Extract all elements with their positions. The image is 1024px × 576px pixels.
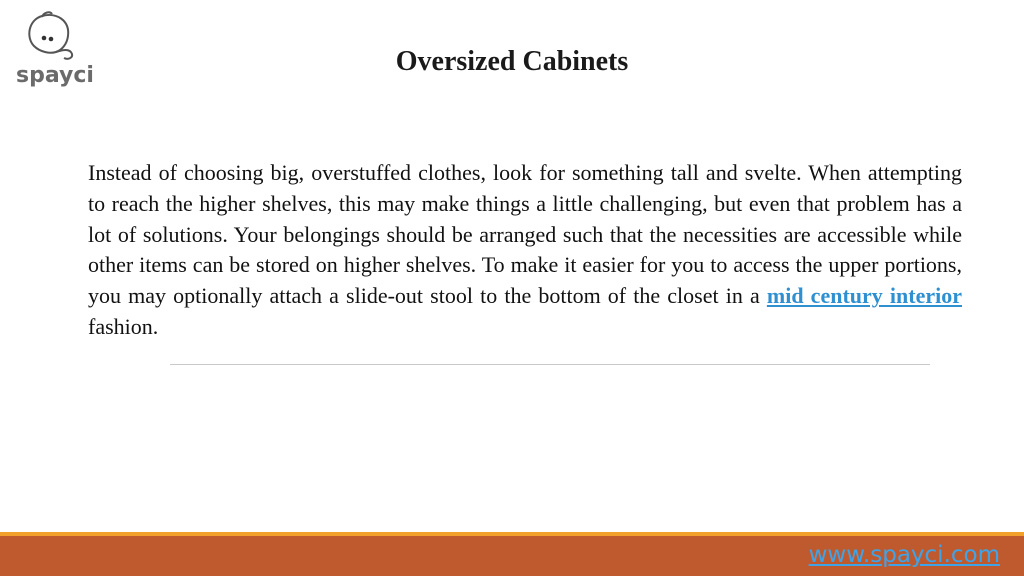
slide-title: Oversized Cabinets (395, 46, 629, 77)
paragraph-text-end: fashion. (88, 313, 159, 339)
paragraph-text: Instead of choosing big, overstuffed clothes, look for something tall and svelte. When attempting to reach the higher shelves, this may make things a little challenging, but even that problem has a lot of solutions. Your belongings should be arranged such that the necessities are accessible while other items can be stored on higher shelves. To make it easier for you to access the upper portions, you may optionally attach a slide-out stool to the bottom of the closet in a (88, 160, 962, 309)
logo-text: spayci (16, 63, 94, 88)
divider-line (170, 364, 930, 365)
body-paragraph (88, 158, 962, 343)
website-link[interactable]: www.spayci.com (808, 542, 1000, 568)
mid-century-interior-link[interactable]: mid century interior (766, 283, 962, 309)
